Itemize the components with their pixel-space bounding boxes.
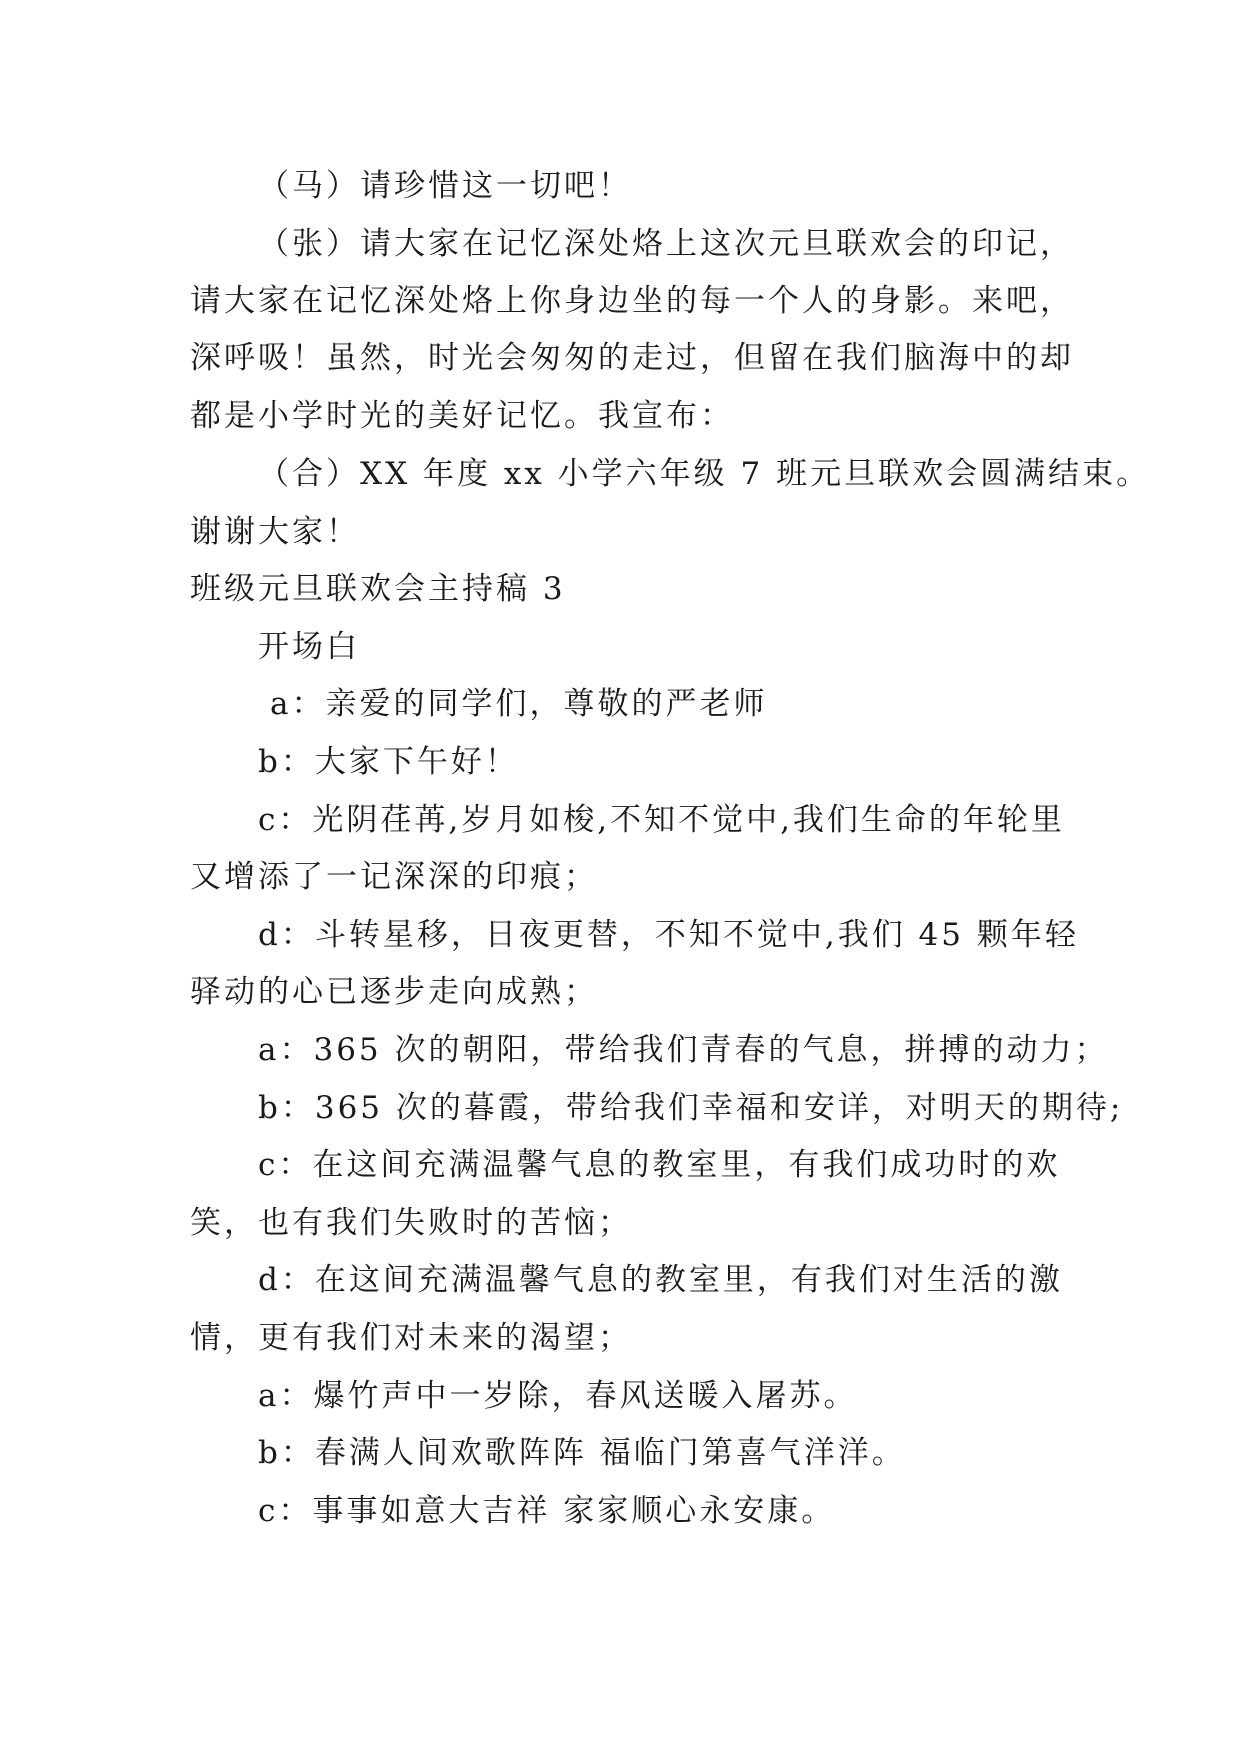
text-line: c：在这间充满温馨气息的教室里，有我们成功时的欢 (258, 1147, 1061, 1183)
text-line: （合）XX 年度 xx 小学六年级 7 班元旦联欢会圆满结束。 (258, 456, 1151, 492)
text-line: （张）请大家在记忆深处烙上这次元旦联欢会的印记， (258, 226, 1074, 262)
text-line: （马）请珍惜这一切吧！ (258, 168, 632, 204)
text-line: 都是小学时光的美好记忆。我宣布： (190, 398, 734, 434)
text-line: b：365 次的暮霞，带给我们幸福和安详，对明天的期待; (258, 1090, 1124, 1126)
text-line: 谢谢大家！ (190, 514, 360, 550)
text-line: b：大家下午好！ (258, 744, 519, 780)
text-line: d：斗转星移，日夜更替，不知不觉中,我们 45 颗年轻 (258, 917, 1079, 953)
text-line: c：光阴荏苒,岁月如梭,不知不觉中,我们生命的年轮里 (258, 802, 1065, 838)
subheading: 开场白 (258, 629, 360, 665)
text-line: 情，更有我们对未来的渴望； (190, 1320, 632, 1356)
text-line: a：爆竹声中一岁除，春风送暖入屠苏。 (258, 1378, 858, 1414)
text-line: b：春满人间欢歌阵阵 福临门第喜气洋洋。 (258, 1435, 906, 1471)
text-line: c：事事如意大吉祥 家家顺心永安康。 (258, 1493, 836, 1529)
text-line: a：365 次的朝阳，带给我们青春的气息，拼搏的动力； (258, 1032, 1109, 1068)
text-line: 驿动的心已逐步走向成熟； (190, 974, 598, 1010)
text-line: 又增添了一记深深的印痕； (190, 859, 598, 895)
text-line: d：在这间充满温馨气息的教室里，有我们对生活的激 (258, 1262, 1063, 1298)
text-line: 深呼吸！虽然，时光会匆匆的走过，但留在我们脑海中的却 (190, 340, 1074, 376)
text-line: 笑，也有我们失败时的苦恼； (190, 1205, 632, 1241)
text-line: a：亲爱的同学们，尊敬的严老师 (270, 686, 768, 722)
text-line: 请大家在记忆深处烙上你身边坐的每一个人的身影。来吧， (190, 283, 1074, 319)
section-heading: 班级元旦联欢会主持稿 3 (190, 571, 566, 607)
